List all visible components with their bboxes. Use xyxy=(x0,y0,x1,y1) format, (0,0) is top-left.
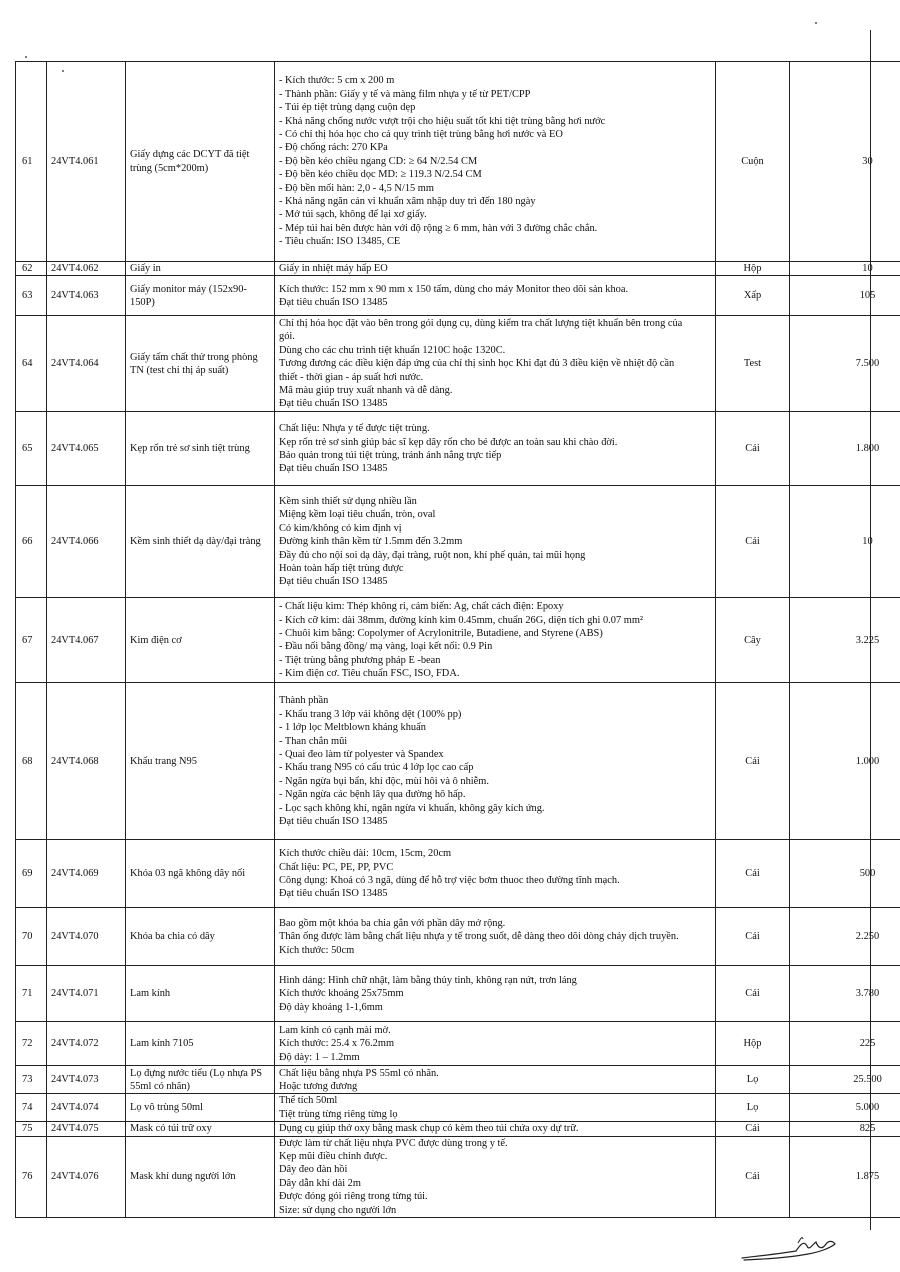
supplies-table xyxy=(15,61,900,1218)
item-quantity: 500 xyxy=(790,840,900,908)
item-name: Khẩu trang N95 xyxy=(126,683,275,840)
table-row xyxy=(16,1136,900,1217)
item-quantity: 7.500 xyxy=(790,316,900,412)
specification-line: Tiệt trùng từng riêng từng lọ xyxy=(279,1108,398,1120)
item-specification xyxy=(275,1094,716,1122)
specification-line: Kềm sinh thiết sử dụng nhiều lần xyxy=(279,495,417,507)
specification-line: Được làm từ chất liệu nhựa PVC được dùng trong y tế. xyxy=(279,1137,508,1149)
specification-line: Đạt tiêu chuẩn ISO 13485 xyxy=(279,398,388,410)
specification-line: - Ngăn ngừa các bệnh lây qua đường hô hấp. xyxy=(279,789,466,801)
specification-line: - Khẩu trang N95 có cấu trúc 4 lớp lọc cao cấp xyxy=(279,762,474,774)
item-name: Giấy tấm chất thử trong phòng TN (test chỉ thị áp suất) xyxy=(126,316,275,412)
table-row xyxy=(16,598,900,683)
item-specification xyxy=(275,276,716,316)
specification-line: - Độ chống rách: 270 KPa xyxy=(279,142,388,154)
specification-line: Kẹp mũi điều chỉnh được. xyxy=(279,1151,388,1163)
row-number: 63 xyxy=(16,276,47,316)
specification-line: - Chuôi kim bằng: Copolymer of Acrylonitrile, Butadiene, and Styrene (ABS) xyxy=(279,628,603,639)
item-unit: Hộp xyxy=(716,262,790,276)
handwritten-signature xyxy=(738,1232,848,1264)
item-quantity: 25.500 xyxy=(790,1066,900,1094)
table-row xyxy=(16,1066,900,1094)
item-code: 24VT4.070 xyxy=(47,908,126,966)
item-code: 24VT4.074 xyxy=(47,1094,126,1122)
row-number: 62 xyxy=(16,262,47,276)
specification-line: - Khẩu trang 3 lớp vải không dệt (100% pp) xyxy=(279,708,462,720)
item-specification xyxy=(275,598,716,683)
item-unit: Cái xyxy=(716,486,790,598)
specification-line: - Khả năng chống nước vượt trội cho hiệu suất tốt khi tiệt trùng bằng hơi nước xyxy=(279,115,606,127)
specification-line: Bao gồm một khóa ba chia gắn với phần dây mở rộng. xyxy=(279,917,506,929)
item-unit: Cái xyxy=(716,840,790,908)
item-code: 24VT4.069 xyxy=(47,840,126,908)
item-name: Lam kính 7105 xyxy=(126,1022,275,1066)
specification-line: Đạt tiêu chuẩn ISO 13485 xyxy=(279,816,388,828)
specification-line: Công dụng: Khoá có 3 ngã, dùng để hỗ trợ việc bơm thuoc theo đường tĩnh mạch. xyxy=(279,874,620,886)
row-number: 69 xyxy=(16,840,47,908)
specification-line: - Có chỉ thị hóa học cho cả quy trình tiệt trùng bằng hơi nước và EO xyxy=(279,128,563,140)
item-code: 24VT4.071 xyxy=(47,966,126,1022)
supplies-table-body xyxy=(16,62,900,1218)
specification-line: Kích thước: 25.4 x 76.2mm xyxy=(279,1038,395,1050)
item-name: Mask khí dung người lớn xyxy=(126,1136,275,1217)
item-specification xyxy=(275,412,716,486)
item-specification xyxy=(275,908,716,966)
row-number: 66 xyxy=(16,486,47,598)
item-specification xyxy=(275,62,716,262)
row-number: 76 xyxy=(16,1136,47,1217)
specification-line: Tương đương các điều kiện đáp ứng của chỉ thị sinh học Khi đạt đủ 3 điều kiện về nhiệt độ cần xyxy=(279,358,675,370)
item-code: 24VT4.064 xyxy=(47,316,126,412)
specification-line: Được đóng gói riêng trong từng túi. xyxy=(279,1191,428,1203)
item-unit: Hộp xyxy=(716,1022,790,1066)
item-unit: Cái xyxy=(716,683,790,840)
specification-line: Đạt tiêu chuẩn ISO 13485 xyxy=(279,296,388,308)
specification-line: Thân ống được làm bằng chất liệu nhựa y tế trong suốt, dễ dàng theo dõi dòng chảy dịch truyền. xyxy=(279,931,679,943)
specification-line: Miệng kềm loại tiêu chuẩn, tròn, oval xyxy=(279,509,436,521)
item-name: Giấy in xyxy=(126,262,275,276)
specification-line: Kẹp rốn trẻ sơ sinh giúp bác sĩ kẹp dây rốn cho bé được an toàn sau khi chào đời. xyxy=(279,436,618,448)
item-specification xyxy=(275,316,716,412)
specification-line: Chỉ thị hóa học đặt vào bên trong gói dụng cụ, dùng kiểm tra chất lượng tiệt khuẩn bên trong của xyxy=(279,317,683,329)
item-code: 24VT4.073 xyxy=(47,1066,126,1094)
specification-line: - Kích cỡ kim: dài 38mm, đường kính kim 0.45mm, chuẩn 26G, diện tích ghi 0.07 mm² xyxy=(279,614,644,626)
table-row xyxy=(16,316,900,412)
item-name: Khóa ba chia có dây xyxy=(126,908,275,966)
specification-line: - Mép túi hai bên được hàn với độ rộng ≥ 6 mm, hàn với 3 đường chắc chắn. xyxy=(279,222,598,234)
specification-line: thiết - thời gian - áp suất hơi nước. xyxy=(279,371,424,383)
specification-line: - Túi ép tiệt trùng dạng cuộn dẹp xyxy=(279,102,416,114)
specification-line: - Than chắn mũi xyxy=(279,735,348,747)
specification-line: Size: sử dụng cho người lớn xyxy=(279,1204,397,1216)
specification-line: - Thành phần: Giấy y tế và màng film nhựa y tế từ PET/CPP xyxy=(279,88,531,100)
table-row xyxy=(16,683,900,840)
item-name: Giấy monitor máy (152x90-150P) xyxy=(126,276,275,316)
specification-line: Đạt tiêu chuẩn ISO 13485 xyxy=(279,576,388,588)
item-unit: Cuộn xyxy=(716,62,790,262)
specification-line: Đầy đủ cho nội soi dạ dày, đại tràng, ruột non, khí phế quản, tai mũi họng xyxy=(279,549,586,561)
table-row xyxy=(16,1122,900,1136)
specification-line: Dùng cho các chu trình tiệt khuẩn 1210C hoặc 1320C. xyxy=(279,344,506,356)
row-number: 70 xyxy=(16,908,47,966)
table-row xyxy=(16,412,900,486)
row-number: 65 xyxy=(16,412,47,486)
specification-line: Dụng cụ giúp thở oxy bằng mask chụp có kèm theo túi chứa oxy dự trữ. xyxy=(279,1123,579,1135)
table-row xyxy=(16,840,900,908)
item-code: 24VT4.067 xyxy=(47,598,126,683)
item-unit: Lọ xyxy=(716,1094,790,1122)
row-number: 74 xyxy=(16,1094,47,1122)
specification-line: - Kim điện cơ. Tiêu chuẩn FSC, ISO, FDA. xyxy=(279,668,460,680)
specification-line: Chất liệu: PC, PE, PP, PVC xyxy=(279,861,394,873)
row-number: 64 xyxy=(16,316,47,412)
item-code: 24VT4.066 xyxy=(47,486,126,598)
specification-line: Đường kính thân kềm từ 1.5mm đến 3.2mm xyxy=(279,536,463,548)
table-row xyxy=(16,276,900,316)
table-row xyxy=(16,1094,900,1122)
specification-line: Có kim/không có kim định vị xyxy=(279,522,402,534)
specification-line: Kích thước: 152 mm x 90 mm x 150 tấm, dùng cho máy Monitor theo dõi sản khoa. xyxy=(279,283,629,295)
specification-line: - Lọc sạch không khí, ngăn ngừa vi khuẩn, không gây kích ứng. xyxy=(279,802,545,814)
specification-line: - Chất liệu kim: Thép không rỉ, cảm biến: Ag, chất cách điện: Epoxy xyxy=(279,601,564,613)
specification-line: Bảo quản trong túi tiệt trùng, tránh ánh nắng trực tiếp xyxy=(279,449,502,461)
specification-line: Dây đeo đàn hồi xyxy=(279,1164,348,1176)
specification-line: - Quai đeo làm từ polyester và Spandex xyxy=(279,749,444,760)
item-unit: Lọ xyxy=(716,1066,790,1094)
item-unit: Xấp xyxy=(716,276,790,316)
item-unit: Cây xyxy=(716,598,790,683)
item-quantity: 1.875 xyxy=(790,1136,900,1217)
item-unit: Test xyxy=(716,316,790,412)
item-specification xyxy=(275,1136,716,1217)
specification-line: Dây dẫn khí dài 2m xyxy=(279,1177,361,1189)
row-number: 68 xyxy=(16,683,47,840)
item-code: 24VT4.068 xyxy=(47,683,126,840)
row-number: 73 xyxy=(16,1066,47,1094)
specification-line: Hình dáng: Hình chữ nhật, làm bằng thủy tinh, không rạn nứt, trơn láng xyxy=(279,974,577,986)
table-row xyxy=(16,908,900,966)
item-quantity: 3.780 xyxy=(790,966,900,1022)
specification-line: - Đầu nối bằng đồng/ mạ vàng, loại kết nối: 0.9 Pin xyxy=(279,641,493,653)
row-number: 75 xyxy=(16,1122,47,1136)
item-quantity: 30 xyxy=(790,62,900,262)
item-code: 24VT4.072 xyxy=(47,1022,126,1066)
scan-speck xyxy=(25,56,27,58)
table-row xyxy=(16,1022,900,1066)
specification-line: Độ dày khoảng 1-1,6mm xyxy=(279,1001,383,1013)
item-code: 24VT4.063 xyxy=(47,276,126,316)
specification-line: Thành phần xyxy=(279,695,329,707)
specification-line: gói. xyxy=(279,331,295,343)
item-quantity: 2.250 xyxy=(790,908,900,966)
item-unit: Cái xyxy=(716,1122,790,1136)
item-unit: Cái xyxy=(716,966,790,1022)
item-unit: Cái xyxy=(716,908,790,966)
item-quantity: 1.000 xyxy=(790,683,900,840)
specification-line: Đạt tiêu chuẩn ISO 13485 xyxy=(279,463,388,475)
specification-line: - Tiêu chuẩn: ISO 13485, CE xyxy=(279,236,401,248)
item-name: Mask có túi trữ oxy xyxy=(126,1122,275,1136)
specification-line: Kích thước: 50cm xyxy=(279,944,355,956)
table-row xyxy=(16,62,900,262)
item-name: Kềm sinh thiết dạ dày/đại tràng xyxy=(126,486,275,598)
item-quantity: 1.800 xyxy=(790,412,900,486)
item-quantity: 5.000 xyxy=(790,1094,900,1122)
item-specification xyxy=(275,683,716,840)
specification-line: Lam kính có cạnh mài mờ. xyxy=(279,1024,391,1036)
specification-line: Hoặc tương đương xyxy=(279,1080,358,1092)
row-number: 72 xyxy=(16,1022,47,1066)
item-code: 24VT4.076 xyxy=(47,1136,126,1217)
specification-line: Chất liệu bằng nhựa PS 55ml có nhãn. xyxy=(279,1067,439,1079)
table-row xyxy=(16,486,900,598)
item-quantity: 10 xyxy=(790,262,900,276)
row-number: 61 xyxy=(16,62,47,262)
specification-line: - Mở túi sạch, không để lại xơ giấy. xyxy=(279,209,427,221)
specification-line: - 1 lớp lọc Meltblown kháng khuẩn xyxy=(279,722,426,734)
specification-line: - Kích thước: 5 cm x 200 m xyxy=(279,75,395,87)
specification-line: - Độ bền mối hàn: 2,0 - 4,5 N/15 mm xyxy=(279,182,434,194)
specification-line: Hoàn toàn hấp tiệt trùng được xyxy=(279,563,404,575)
specification-line: Kích thước khoảng 25x75mm xyxy=(279,988,404,1000)
item-quantity: 10 xyxy=(790,486,900,598)
item-specification xyxy=(275,262,716,276)
item-quantity: 225 xyxy=(790,1022,900,1066)
item-quantity: 3.225 xyxy=(790,598,900,683)
item-code: 24VT4.065 xyxy=(47,412,126,486)
item-name: Kim điện cơ xyxy=(126,598,275,683)
scan-speck xyxy=(815,22,817,24)
item-name: Khóa 03 ngã không dây nối xyxy=(126,840,275,908)
item-quantity: 825 xyxy=(790,1122,900,1136)
item-name: Giấy dựng các DCYT đã tiệt trùng (5cm*200m) xyxy=(126,62,275,262)
item-quantity: 105 xyxy=(790,276,900,316)
item-code: 24VT4.075 xyxy=(47,1122,126,1136)
table-row xyxy=(16,966,900,1022)
row-number: 67 xyxy=(16,598,47,683)
specification-line: Mã màu giúp truy xuất nhanh và dễ dàng. xyxy=(279,385,453,397)
specification-line: Giấy in nhiệt máy hấp EO xyxy=(279,263,388,274)
specification-line: - Ngăn ngừa bụi bẩn, khí độc, mùi hôi và ô nhiễm. xyxy=(279,775,489,787)
item-name: Kẹp rốn trẻ sơ sinh tiệt trùng xyxy=(126,412,275,486)
item-specification xyxy=(275,1122,716,1136)
item-code: 24VT4.062 xyxy=(47,262,126,276)
item-unit: Cái xyxy=(716,1136,790,1217)
specification-line: Độ dày: 1 – 1.2mm xyxy=(279,1051,360,1063)
item-name: Lam kính xyxy=(126,966,275,1022)
item-name: Lọ vô trùng 50ml xyxy=(126,1094,275,1122)
item-specification xyxy=(275,840,716,908)
item-specification xyxy=(275,1022,716,1066)
item-specification xyxy=(275,966,716,1022)
specification-line: - Khả năng ngăn cản vi khuẩn xâm nhập duy trì đến 180 ngày xyxy=(279,196,536,208)
item-specification xyxy=(275,486,716,598)
specification-line: - Độ bền kéo chiều ngang CD: ≥ 64 N/2.54 CM xyxy=(279,155,478,167)
specification-line: Thể tích 50ml xyxy=(279,1095,338,1107)
specification-line: Kích thước chiều dài: 10cm, 15cm, 20cm xyxy=(279,848,452,860)
specification-line: Chất liệu: Nhựa y tế được tiệt trùng. xyxy=(279,423,430,435)
item-code: 24VT4.061 xyxy=(47,62,126,262)
row-number: 71 xyxy=(16,966,47,1022)
specification-line: - Tiệt trùng bằng phương pháp E -bean xyxy=(279,654,441,666)
specification-line: Đạt tiêu chuẩn ISO 13485 xyxy=(279,888,388,900)
specification-line: - Độ bền kéo chiều dọc MD: ≥ 119.3 N/2.54 CM xyxy=(279,169,482,181)
table-row xyxy=(16,262,900,276)
item-specification xyxy=(275,1066,716,1094)
item-unit: Cái xyxy=(716,412,790,486)
item-name: Lọ đựng nước tiểu (Lọ nhựa PS 55ml có nhãn) xyxy=(126,1066,275,1094)
